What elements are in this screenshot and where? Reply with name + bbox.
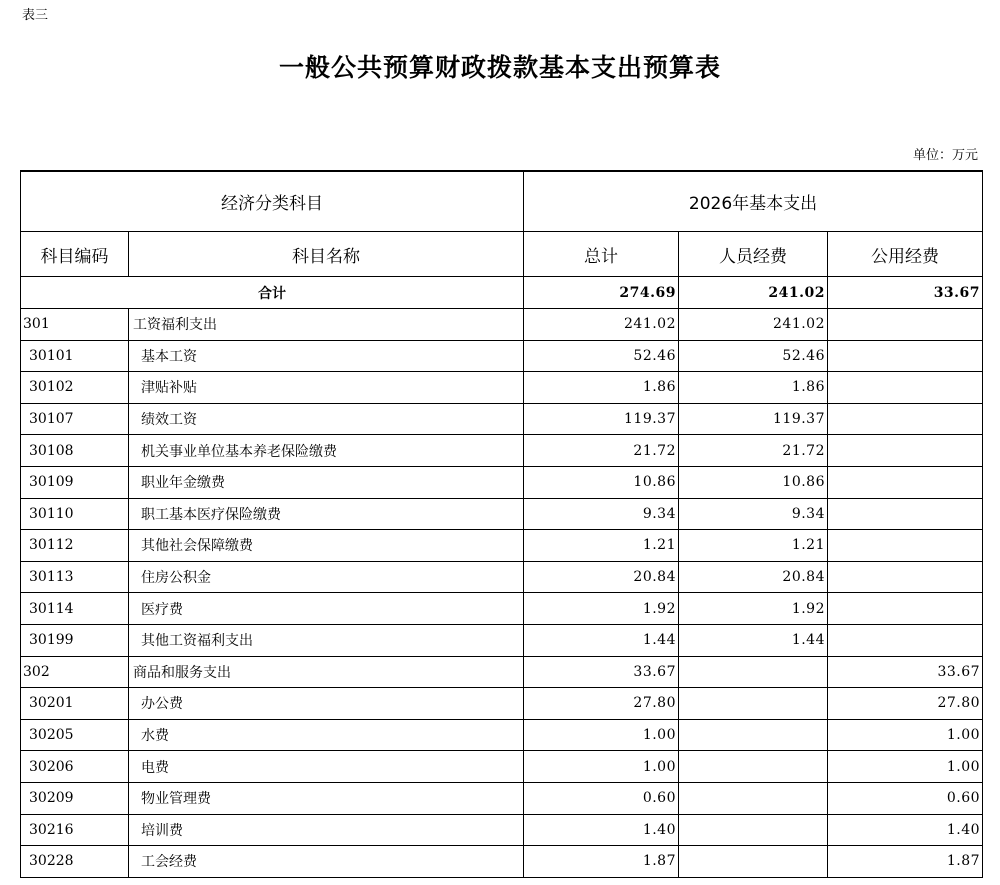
row-public: 0.60 xyxy=(828,782,983,814)
table-row xyxy=(21,593,983,625)
table-row xyxy=(21,498,983,530)
table-row xyxy=(21,561,983,593)
row-public xyxy=(828,466,983,498)
row-code: 30108 xyxy=(21,435,129,467)
row-name: 培训费 xyxy=(129,814,524,846)
header-row-2 xyxy=(21,232,983,277)
row-code: 30201 xyxy=(21,688,129,720)
table-row xyxy=(21,530,983,562)
row-personnel: 9.34 xyxy=(679,498,828,530)
row-personnel: 52.46 xyxy=(679,340,828,372)
row-personnel: 21.72 xyxy=(679,435,828,467)
row-personnel: 10.86 xyxy=(679,466,828,498)
table-row xyxy=(21,688,983,720)
row-public xyxy=(828,498,983,530)
table-row xyxy=(21,372,983,404)
row-code: 30107 xyxy=(21,403,129,435)
row-total: 1.00 xyxy=(524,719,679,751)
row-total: 21.72 xyxy=(524,435,679,467)
row-code: 30228 xyxy=(21,846,129,878)
row-name: 机关事业单位基本养老保险缴费 xyxy=(129,435,524,467)
row-code: 30209 xyxy=(21,782,129,814)
row-personnel xyxy=(679,814,828,846)
table-row xyxy=(21,403,983,435)
row-code: 30109 xyxy=(21,466,129,498)
table-row xyxy=(21,814,983,846)
table-row xyxy=(21,624,983,656)
summary-total: 274.69 xyxy=(524,277,679,309)
summary-label: 合计 xyxy=(21,277,524,309)
table-row xyxy=(21,846,983,878)
row-personnel xyxy=(679,782,828,814)
row-personnel xyxy=(679,719,828,751)
row-total: 1.44 xyxy=(524,624,679,656)
row-public: 1.87 xyxy=(828,846,983,878)
row-public: 1.40 xyxy=(828,814,983,846)
header-code: 科目编码 xyxy=(21,232,129,277)
row-code: 30114 xyxy=(21,593,129,625)
row-total: 9.34 xyxy=(524,498,679,530)
page-title: 一般公共预算财政拨款基本支出预算表 xyxy=(278,53,721,82)
row-total: 119.37 xyxy=(524,403,679,435)
row-name: 职工基本医疗保险缴费 xyxy=(129,498,524,530)
row-total: 1.00 xyxy=(524,751,679,783)
header-row-1 xyxy=(21,171,983,232)
table-row xyxy=(21,656,983,688)
row-public xyxy=(828,309,983,341)
row-name: 办公费 xyxy=(129,688,524,720)
row-name: 职业年金缴费 xyxy=(129,466,524,498)
budget-table xyxy=(20,170,983,878)
row-name: 工资福利支出 xyxy=(129,309,524,341)
table-row xyxy=(21,466,983,498)
row-code: 30112 xyxy=(21,530,129,562)
row-personnel: 241.02 xyxy=(679,309,828,341)
table-row xyxy=(21,751,983,783)
row-public: 27.80 xyxy=(828,688,983,720)
row-total: 33.67 xyxy=(524,656,679,688)
summary-personnel: 241.02 xyxy=(679,277,828,309)
row-code: 30113 xyxy=(21,561,129,593)
row-code: 30206 xyxy=(21,751,129,783)
row-code: 302 xyxy=(21,656,129,688)
row-public xyxy=(828,530,983,562)
row-code: 30205 xyxy=(21,719,129,751)
row-name: 基本工资 xyxy=(129,340,524,372)
row-public: 33.67 xyxy=(828,656,983,688)
row-personnel xyxy=(679,751,828,783)
unit-label: 单位：万元 xyxy=(912,148,978,163)
row-personnel xyxy=(679,656,828,688)
row-total: 20.84 xyxy=(524,561,679,593)
row-total: 1.92 xyxy=(524,593,679,625)
header-public: 公用经费 xyxy=(828,232,983,277)
row-code: 30216 xyxy=(21,814,129,846)
row-personnel: 1.92 xyxy=(679,593,828,625)
row-personnel: 1.86 xyxy=(679,372,828,404)
row-code: 30110 xyxy=(21,498,129,530)
row-total: 10.86 xyxy=(524,466,679,498)
row-public xyxy=(828,435,983,467)
header-name: 科目名称 xyxy=(129,232,524,277)
row-name: 水费 xyxy=(129,719,524,751)
row-name: 医疗费 xyxy=(129,593,524,625)
row-name: 津贴补贴 xyxy=(129,372,524,404)
row-public xyxy=(828,340,983,372)
table-row xyxy=(21,719,983,751)
header-econ-class: 经济分类科目 xyxy=(21,171,524,232)
row-total: 1.40 xyxy=(524,814,679,846)
row-public xyxy=(828,593,983,625)
row-name: 物业管理费 xyxy=(129,782,524,814)
row-code: 30199 xyxy=(21,624,129,656)
row-total: 1.86 xyxy=(524,372,679,404)
header-total: 总计 xyxy=(524,232,679,277)
row-name: 住房公积金 xyxy=(129,561,524,593)
table-row xyxy=(21,435,983,467)
row-personnel: 1.21 xyxy=(679,530,828,562)
row-total: 0.60 xyxy=(524,782,679,814)
row-personnel xyxy=(679,846,828,878)
row-public: 1.00 xyxy=(828,751,983,783)
row-public xyxy=(828,403,983,435)
row-public: 1.00 xyxy=(828,719,983,751)
row-total: 52.46 xyxy=(524,340,679,372)
row-name: 其他工资福利支出 xyxy=(129,624,524,656)
row-total: 1.21 xyxy=(524,530,679,562)
row-public xyxy=(828,624,983,656)
row-name: 工会经费 xyxy=(129,846,524,878)
row-personnel: 119.37 xyxy=(679,403,828,435)
row-personnel: 1.44 xyxy=(679,624,828,656)
header-personnel: 人员经费 xyxy=(679,232,828,277)
table-row xyxy=(21,340,983,372)
row-name: 电费 xyxy=(129,751,524,783)
table-number-label: 表三 xyxy=(22,8,49,23)
row-name: 绩效工资 xyxy=(129,403,524,435)
row-code: 301 xyxy=(21,309,129,341)
row-public xyxy=(828,372,983,404)
row-name: 其他社会保障缴费 xyxy=(129,530,524,562)
row-total: 27.80 xyxy=(524,688,679,720)
summary-public: 33.67 xyxy=(828,277,983,309)
row-personnel: 20.84 xyxy=(679,561,828,593)
row-code: 30101 xyxy=(21,340,129,372)
row-name: 商品和服务支出 xyxy=(129,656,524,688)
row-personnel xyxy=(679,688,828,720)
table-row xyxy=(21,309,983,341)
table-row xyxy=(21,782,983,814)
summary-row xyxy=(21,277,983,309)
row-public xyxy=(828,561,983,593)
row-total: 241.02 xyxy=(524,309,679,341)
row-code: 30102 xyxy=(21,372,129,404)
header-basic-expense: 2026年基本支出 xyxy=(524,171,983,232)
row-total: 1.87 xyxy=(524,846,679,878)
